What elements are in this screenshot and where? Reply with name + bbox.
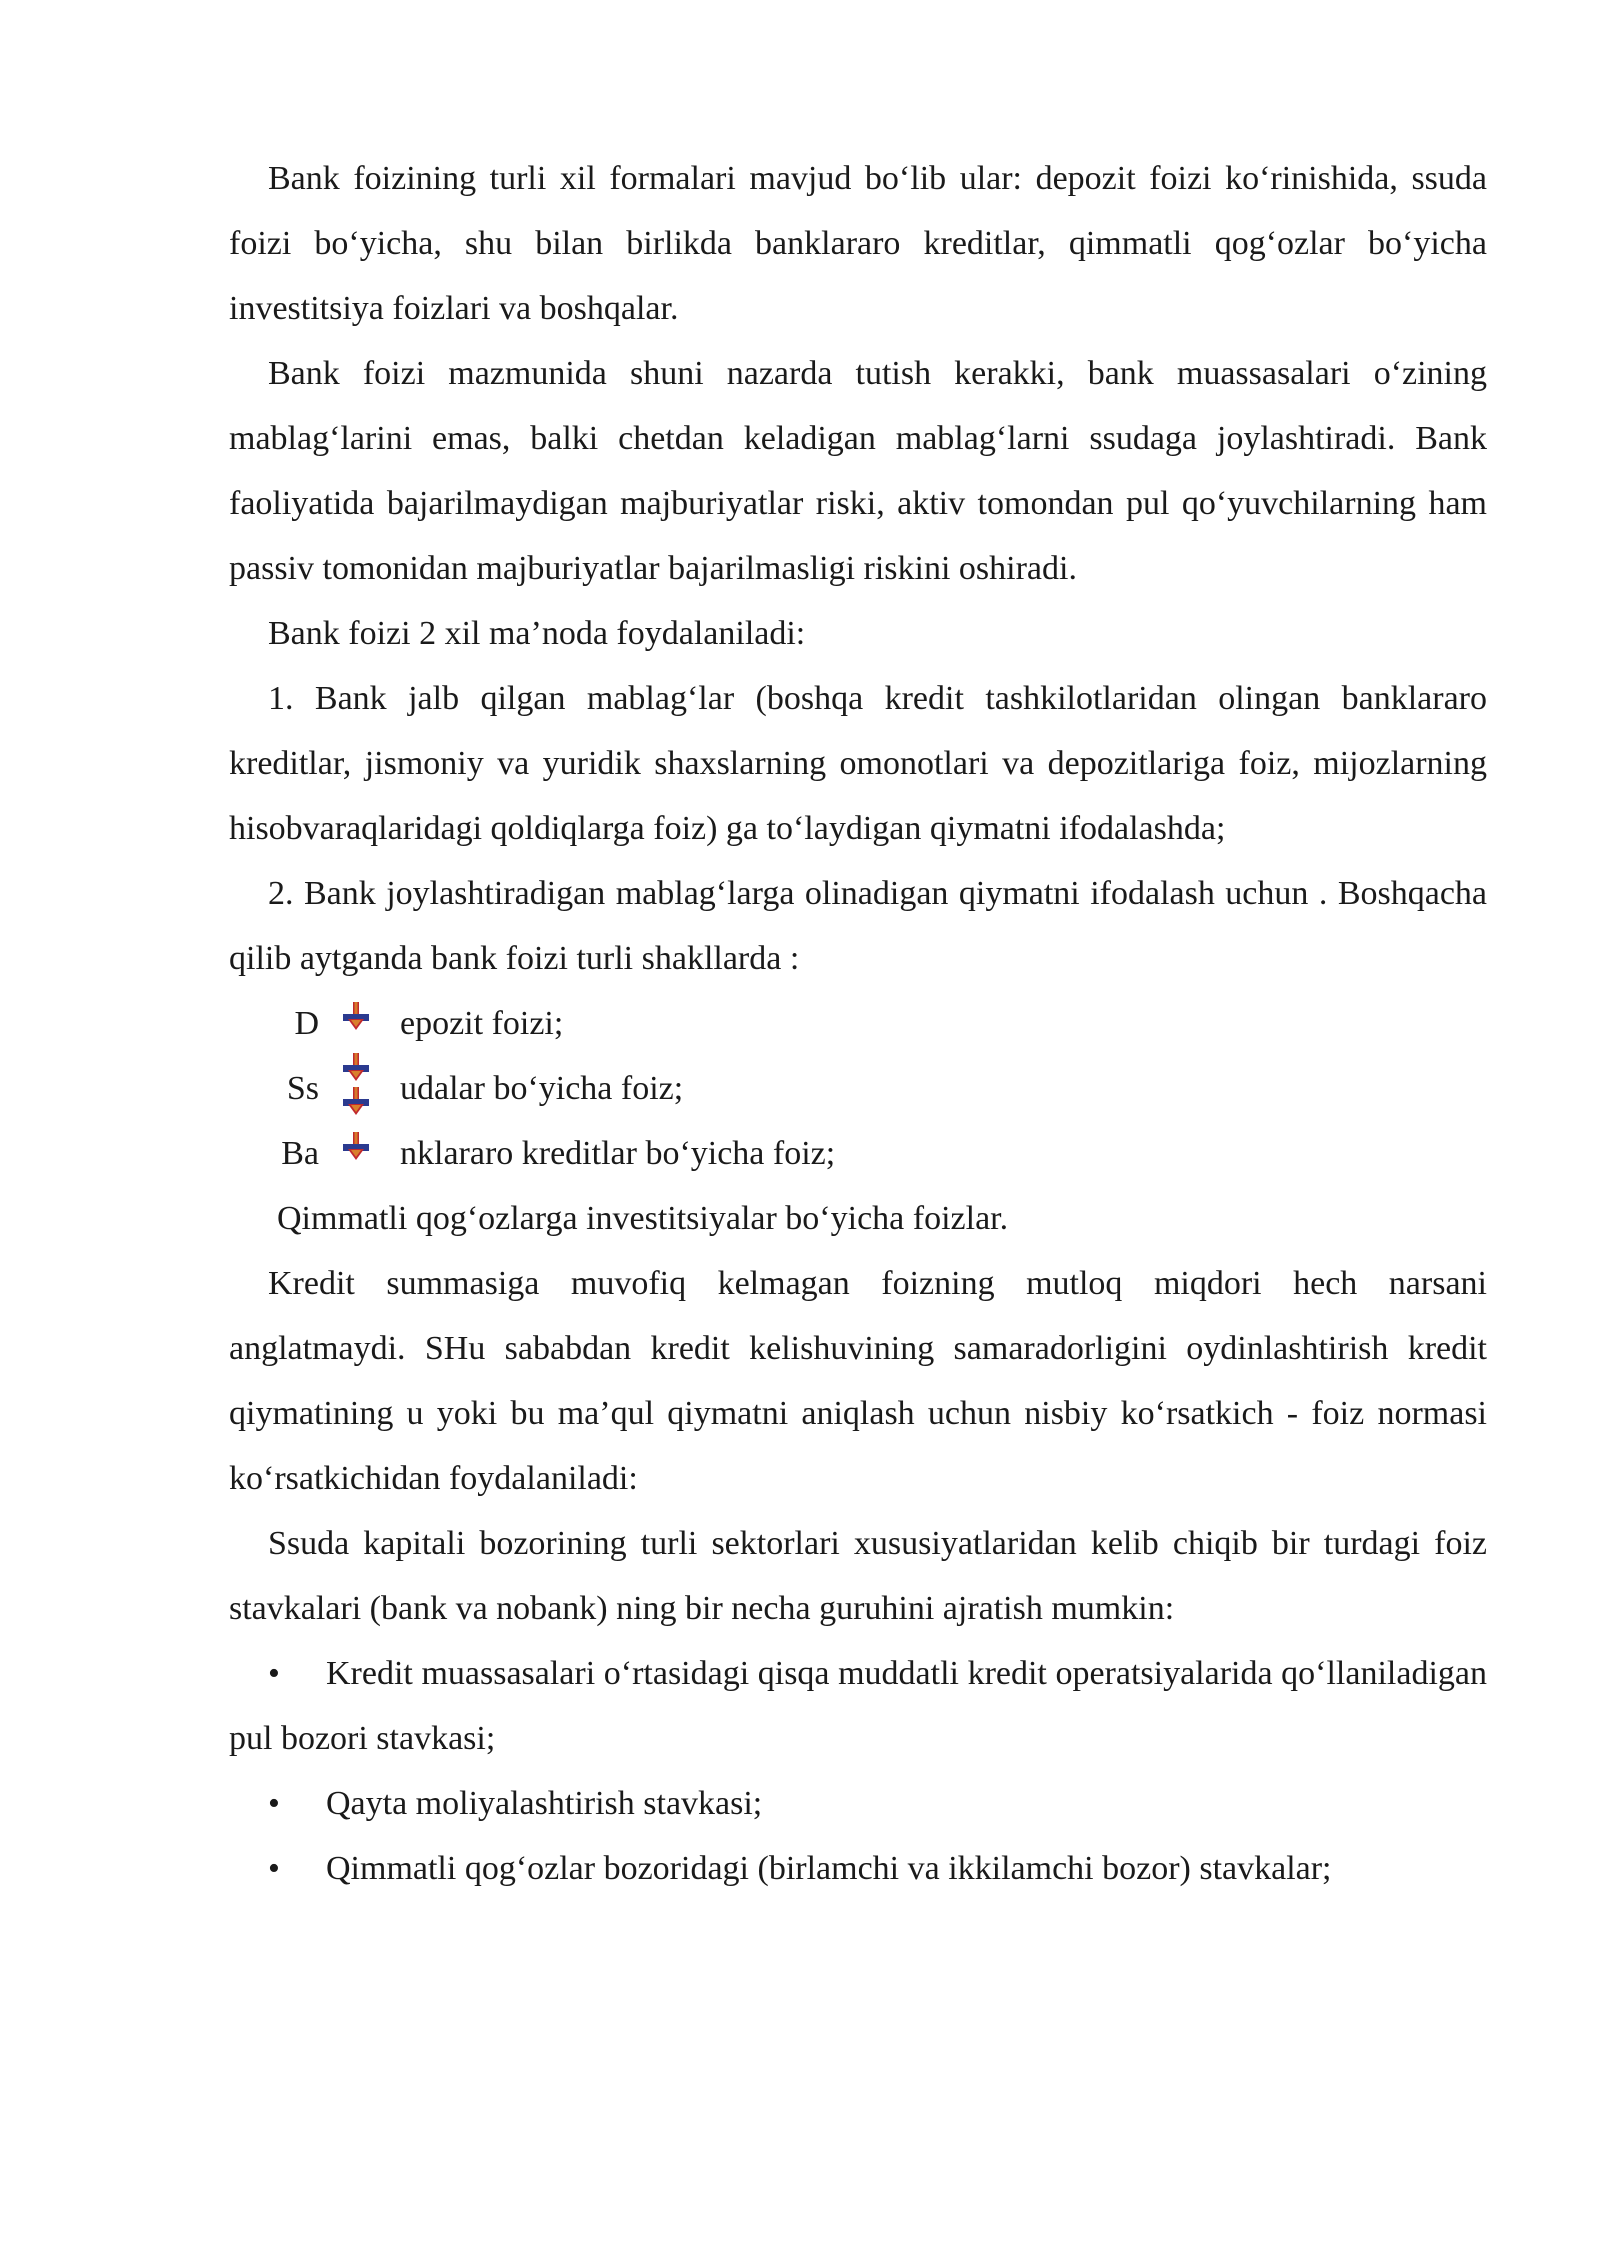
list-item-interbank bbox=[229, 1121, 1487, 1186]
interest-forms-list bbox=[229, 991, 1487, 1186]
bullet-icon: • bbox=[268, 1850, 280, 1887]
paragraph-bank-interest-forms: Bank foizining turli xil formalari mavjud bo‘lib ular: depozit foizi ko‘rinishida, ssuda foizi bo‘yicha, shu bilan birlikda banklararo kreditlar, qimmatli qog‘ozlar bo‘yicha investitsiya foizlari va boshqalar. bbox=[229, 160, 1487, 327]
bullet-item-refinancing bbox=[229, 1771, 1487, 1836]
paragraph-rate-groups: Ssuda kapitali bozorining turli sektorlari xususiyatlaridan kelib chiqib bir turdagi foiz stavkalari (bank va nobank) ning bir necha guruhini ajratish mumkin: bbox=[229, 1525, 1487, 1627]
numbered-item-2: 2. Bank joylashtiradigan mablag‘larga olinadigan qiymatni ifodalash uchun . Boshqacha qilib aytganda bank foizi turli shakllarda : bbox=[229, 875, 1487, 977]
bullet-icon: • bbox=[268, 1785, 280, 1822]
arrow-plus-icon bbox=[341, 1001, 371, 1031]
arrow-plus-icon bbox=[341, 1086, 371, 1116]
list-item-deposit bbox=[229, 991, 1487, 1056]
numbered-item-1: 1. Bank jalb qilgan mablag‘lar (boshqa kredit tashkilotlaridan olingan banklararo kreditlar, jismoniy va yuridik shaxslarning omonotlari va depozitlariga foiz, mijozlarning hisobvaraqlaridagi qoldiqlarga foiz) ga to‘laydigan qiymatni ifodalashda; bbox=[229, 680, 1487, 847]
bullet-text: Kredit muassasalari o‘rtasidagi qisqa muddatli kredit operatsiyalarida qo‘llaniladigan pul bozori stavkasi; bbox=[229, 1655, 1487, 1757]
list-item-prefix: Ss bbox=[286, 1070, 319, 1107]
bullet-item-securities-market bbox=[229, 1836, 1487, 1901]
list-item-text: udalar bo‘yicha foiz; bbox=[400, 1070, 684, 1107]
arrow-plus-icon bbox=[341, 1131, 371, 1161]
bullet-icon: • bbox=[268, 1655, 280, 1692]
document-page bbox=[229, 146, 1487, 1901]
list-item-text: nklararo kreditlar bo‘yicha foiz; bbox=[400, 1135, 836, 1172]
paragraph-bank-interest-meaning: Bank foizi mazmunida shuni nazarda tutish kerakki, bank muassasalari o‘zining mablag‘larini emas, balki chetdan keladigan mablag‘larni ssudaga joylashtiradi. Bank faoliyatida bajarilmaydigan majburiyatlar riski, aktiv tomondan pul qo‘yuvchilarning ham passiv tomonidan majburiyatlar bajarilmasligi riskini oshiradi. bbox=[229, 355, 1487, 587]
bullet-item-money-market bbox=[229, 1641, 1487, 1771]
bullet-text: Qimmatli qog‘ozlar bozoridagi (birlamchi va ikkilamchi bozor) stavkalar; bbox=[326, 1850, 1332, 1887]
paragraph-two-meanings: Bank foizi 2 xil ma’noda foydalaniladi: bbox=[268, 615, 806, 652]
list-item-text: epozit foizi; bbox=[400, 1005, 564, 1042]
bullet-text: Qayta moliyalashtirish stavkasi; bbox=[326, 1785, 763, 1822]
paragraph-interest-rate-norm: Kredit summasiga muvofiq kelmagan foizning mutloq miqdori hech narsani anglatmaydi. SHu sababdan kredit kelishuvining samaradorligini oydinlashtirish kredit qiymatining u yoki bu ma’qul qiymatni aniqlash uchun nisbiy ko‘rsatkich - foiz normasi ko‘rsatkichidan foydalaniladi: bbox=[229, 1265, 1487, 1497]
list-item-securities: Qimmatli qog‘ozlarga investitsiyalar bo‘yicha foizlar. bbox=[277, 1200, 1009, 1237]
list-item-prefix: D bbox=[294, 1005, 319, 1042]
list-item-prefix: Ba bbox=[281, 1135, 319, 1172]
arrow-plus-icon bbox=[341, 1052, 371, 1082]
list-item-loans bbox=[229, 1056, 1487, 1121]
